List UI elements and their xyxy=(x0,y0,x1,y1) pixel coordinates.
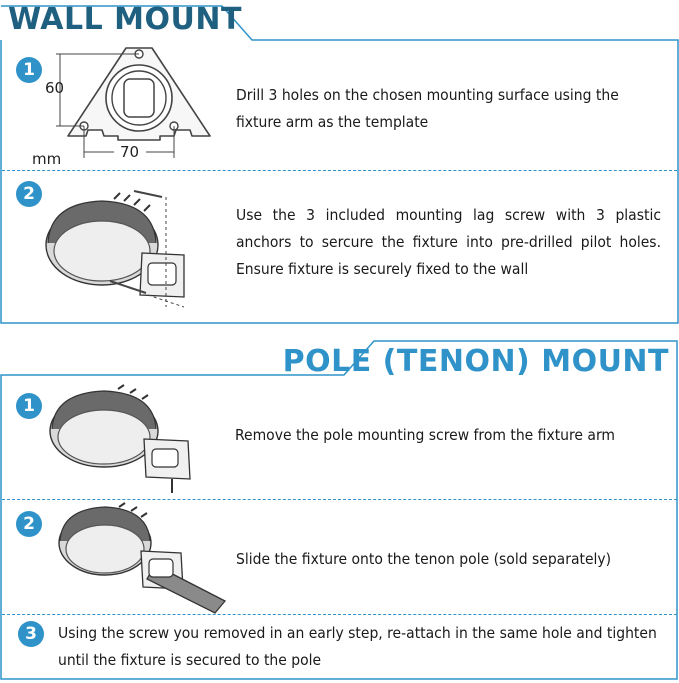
pole-fixture-remove-screw-illustration xyxy=(48,383,208,498)
pole-step-2-text: Slide the fixture onto the tenon pole (sold separately) xyxy=(236,550,612,568)
pole-step-3-text: Using the screw you removed in an early step, re-attach in the same hole and tighten until the fixture is secured to the pole xyxy=(58,624,657,669)
step-badge: 2 xyxy=(16,181,42,207)
step-badge: 2 xyxy=(16,511,42,537)
mounting-plate-diagram xyxy=(40,40,240,170)
pole-step-divider xyxy=(2,614,677,615)
step-badge: 1 xyxy=(16,57,42,83)
wall-step-2-text: Use the 3 included mounting lag screw with 3 plastic anchors to sercure the fixture into pre-drilled pilot holes. Ensure fixture is securely fixed to the wall xyxy=(236,206,661,278)
pole-step-divider xyxy=(2,499,677,500)
pole-step-1-text: Remove the pole mounting screw from the fixture arm xyxy=(235,426,615,444)
dimension-width: 70 xyxy=(120,143,140,161)
dimension-unit: mm xyxy=(32,150,62,168)
wall-fixture-illustration xyxy=(44,183,214,323)
wall-step-1-text: Drill 3 holes on the chosen mounting surface using the fixture arm as the template xyxy=(236,86,619,131)
wall-step-divider xyxy=(2,170,677,171)
pole-fixture-slide-illustration xyxy=(55,503,230,613)
pole-mount-title: POLE (TENON) MOUNT xyxy=(282,344,669,379)
step-badge: 1 xyxy=(16,393,42,419)
wall-mount-title: WALL MOUNT xyxy=(8,2,242,37)
step-badge: 3 xyxy=(18,621,44,647)
dimension-height: 60 xyxy=(45,79,65,97)
